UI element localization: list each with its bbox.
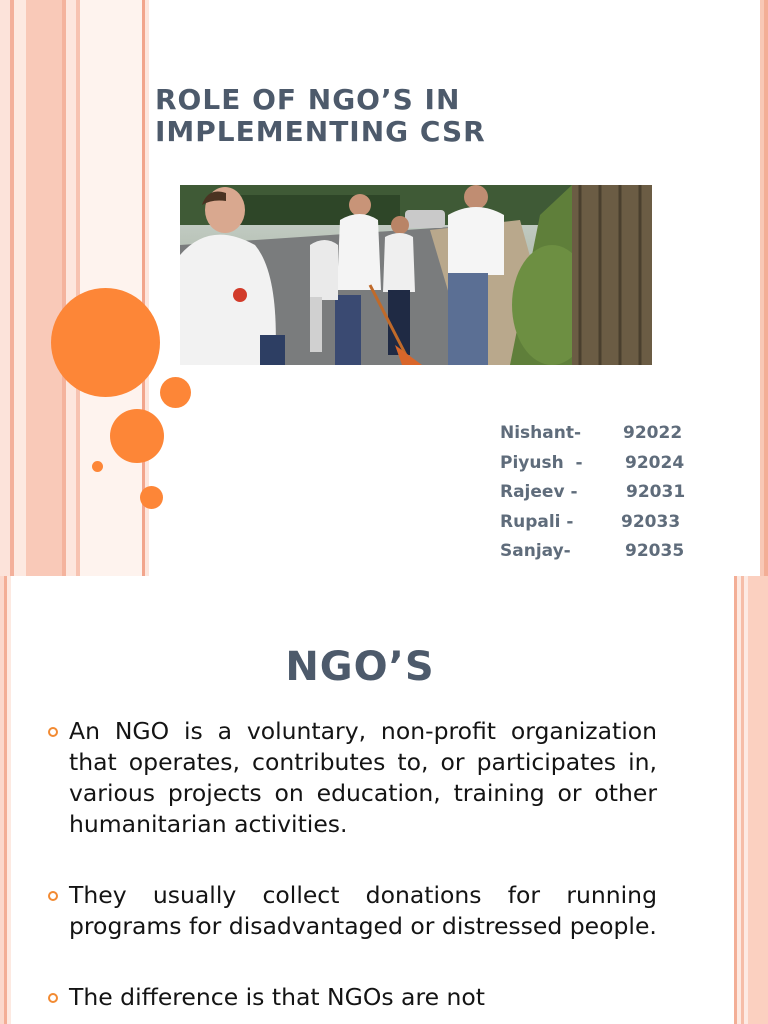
member-row xyxy=(500,453,700,483)
member-name: Piyush - xyxy=(500,452,583,473)
member-name: Nishant- xyxy=(500,423,582,443)
member-row xyxy=(500,482,700,512)
member-id: 92022 xyxy=(623,423,683,443)
title-line: ROLE OF NGO’S IN xyxy=(155,83,461,116)
bullet-icon xyxy=(48,993,58,1003)
decor-band xyxy=(14,0,26,576)
decor-band xyxy=(66,0,76,576)
bullet-icon xyxy=(48,891,58,901)
member-name: Rupali - xyxy=(500,511,574,532)
bullet-item xyxy=(45,982,657,1013)
decor-band xyxy=(764,0,768,576)
slide-title xyxy=(155,84,715,148)
member-row xyxy=(500,541,700,571)
decor-band xyxy=(748,576,768,1024)
title-line: IMPLEMENTING CSR xyxy=(155,115,486,148)
decor-circle xyxy=(140,486,163,509)
member-id: 92024 xyxy=(625,452,685,473)
decor-circle xyxy=(51,288,160,397)
bullet-text: An NGO is a voluntary, non-profit organization that operates, contributes to, or participates in, various projects on education, training or other humanitarian activities. xyxy=(69,717,657,838)
bullet-item xyxy=(45,716,657,840)
member-row xyxy=(500,512,700,542)
decor-circle xyxy=(110,409,164,463)
member-row xyxy=(500,423,700,453)
member-id: 92033 xyxy=(621,511,681,532)
member-name: Sanjay- xyxy=(500,541,571,561)
slide-title: NGO’S xyxy=(285,644,435,690)
decor-band xyxy=(26,0,62,576)
content-slide xyxy=(0,576,768,1024)
member-id: 92031 xyxy=(626,482,686,502)
member-id: 92035 xyxy=(625,541,685,561)
bullet-icon xyxy=(48,727,58,737)
members-list xyxy=(500,423,700,571)
bullet-list xyxy=(45,716,657,1024)
decor-band xyxy=(0,0,10,576)
member-name: Rajeev - xyxy=(500,482,578,502)
decor-circle xyxy=(92,461,103,472)
bullet-item xyxy=(45,880,657,942)
bullet-text: They usually collect donations for running programs for disadvantaged or distressed people. xyxy=(69,881,657,940)
volunteers-photo xyxy=(180,185,652,365)
decor-circle xyxy=(160,377,191,408)
bullet-text: The difference is that NGOs are not xyxy=(69,983,486,1011)
